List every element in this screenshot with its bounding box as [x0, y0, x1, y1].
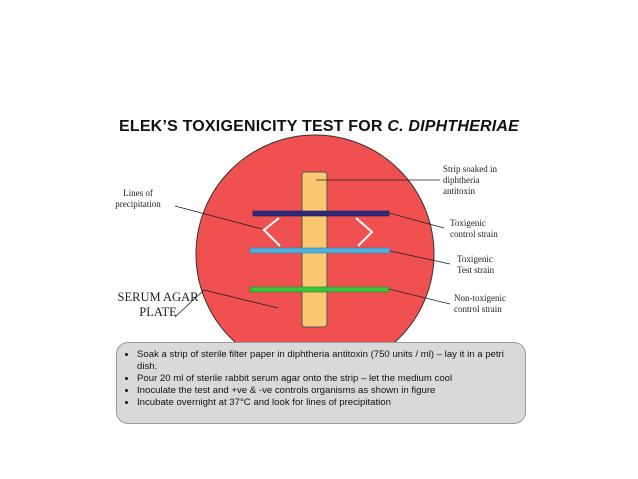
precip-label-1: Lines of	[123, 188, 153, 198]
toxigenic-control-label-2: control strain	[450, 229, 498, 239]
toxigenic-test-label-1: Toxigenic	[457, 254, 493, 264]
toxigenic-test-label-2: Test strain	[457, 265, 495, 275]
nontoxigenic-label-1: Non-toxigenic	[454, 293, 506, 303]
procedure-step-4: • Incubate overnight at 37°C and look for lines of precipitation	[137, 397, 517, 409]
strip-label-2: diphtheria	[443, 175, 480, 185]
title-main: ELEK’S TOXIGENICITY TEST FOR	[118, 118, 388, 135]
toxigenic-test-streak	[250, 248, 390, 253]
serum-label-1: SERUM AGAR	[117, 290, 199, 304]
toxigenic-control-streak	[253, 211, 389, 216]
procedure-step-3: • Inoculate the test and +ve & -ve controls organisms as shown in figure	[137, 385, 517, 397]
precip-label-2: precipitation	[115, 199, 161, 209]
procedure-step-1: • Soak a strip of sterile filter paper in diphtheria antitoxin (750 units / ml) – lay it in a petri dish.	[137, 349, 517, 373]
serum-label-2: PLATE	[139, 305, 177, 319]
procedure-notes	[116, 342, 526, 424]
nontoxigenic-label-2: control strain	[454, 304, 502, 314]
strip-label-3: antitoxin	[443, 186, 475, 196]
toxigenic-control-label-1: Toxigenic	[450, 218, 486, 228]
strip-label-1: Strip soaked in	[443, 164, 497, 174]
title-organism: C. DIPHTHERIAE	[387, 118, 520, 135]
procedure-list	[125, 349, 517, 409]
procedure-step-2: • Pour 20 ml of sterile rabbit serum agar onto the strip – let the medium cool	[137, 373, 517, 385]
nontoxigenic-control-streak	[250, 287, 389, 292]
